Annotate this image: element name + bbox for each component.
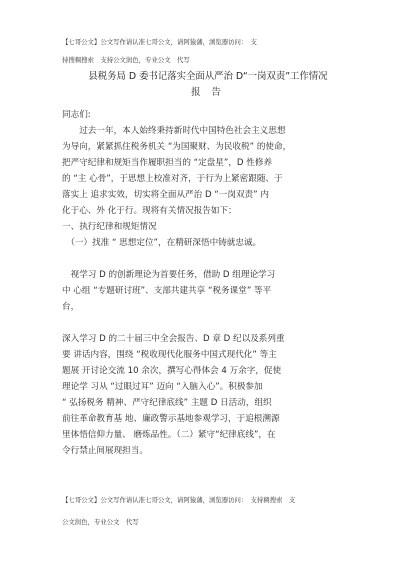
document-body [62,107,362,459]
body-line: 视学习 D 的创新理论为首要任务，借助 D 组理论学习 [62,270,276,280]
header-ad-line-1: 【七哥公文】公文写作请认准七哥公文，请阿猿藩，浏览器访问： 支 [62,38,257,46]
body-line: 的 “主 心骨”，于思想上校准对齐，于行为上紧密跟随、于 [62,174,283,184]
footer-ad-line-2: 公文润色，专业公文 代写 [62,518,139,526]
body-line: 同志们: [62,110,91,120]
body-line: 深入学习 D 的二十届三中全会报告、D 章 D 纪以及系列重 [62,334,285,344]
body-line: 前往革命教育基 地、廉政警示基地参观学习，于追根溯源 [62,414,280,424]
body-line: 台， [62,302,80,312]
footer-ad-line-1: 【七哥公文】公文写作请认准七哥公文，请阿猿藩，浏览器访问： 支持稠搜索 支 [62,496,296,504]
body-line: “ 弘扬税务 精神、严守纪律底线” 主题 D 日活动，组织 [62,398,272,408]
body-line: 把严守纪律和规矩当作履职担当的 “定盘星”，D 性修养 [62,158,273,168]
body-line: 要 讲话内容，围绕 “税收现代化服务中国式现代化” 等主 [62,350,277,360]
blank-line [62,251,362,267]
body-line: 为导向，紧紧抓住税务机关 “为国聚财、为民收税” 的使命， [62,142,292,152]
body-line: 过去一年，本人始终秉持新时代中国特色社会主义思想 [62,126,286,136]
header-ad-line-2: 持搜稠搜索 支持公文润色，专业公文 代写 [62,56,190,64]
body-line: （一）找准 “ 思想定位”，在精研深悟中铸就忠诚。 [62,238,262,248]
body-line: 题展 开讨论交流 10 余次，撰写心得体会 4 万余字，促使 [62,366,282,376]
body-line: 中 心组 “专题研讨班”、支部共建共享 “税务课堂” 等平 [62,286,272,296]
document-title: 县税务局 D 委书记落实全面从严治 D“一岗双责”工作情况 [88,71,328,82]
body-line: 里体悟信仰力量、 磨炼品性。（二）紧守“纪律底线”，在 [62,430,276,440]
body-line: 化于心、外 化于行。现将有关情况报告如下： [62,206,237,216]
body-line: 落实上 追求实效，切实将全面从严治 D “一岗双责” 内 [62,190,269,200]
blank-line [62,315,362,331]
body-line: 令行禁止间展现担当。 [62,446,148,456]
body-line: 理论学 习从 “过眼过耳” 迈向 “入脑入心”。积极参加 [62,382,263,392]
document-subtitle: 报 告 [191,87,225,98]
body-line: 一、执行纪律和规矩情况 [62,222,157,232]
